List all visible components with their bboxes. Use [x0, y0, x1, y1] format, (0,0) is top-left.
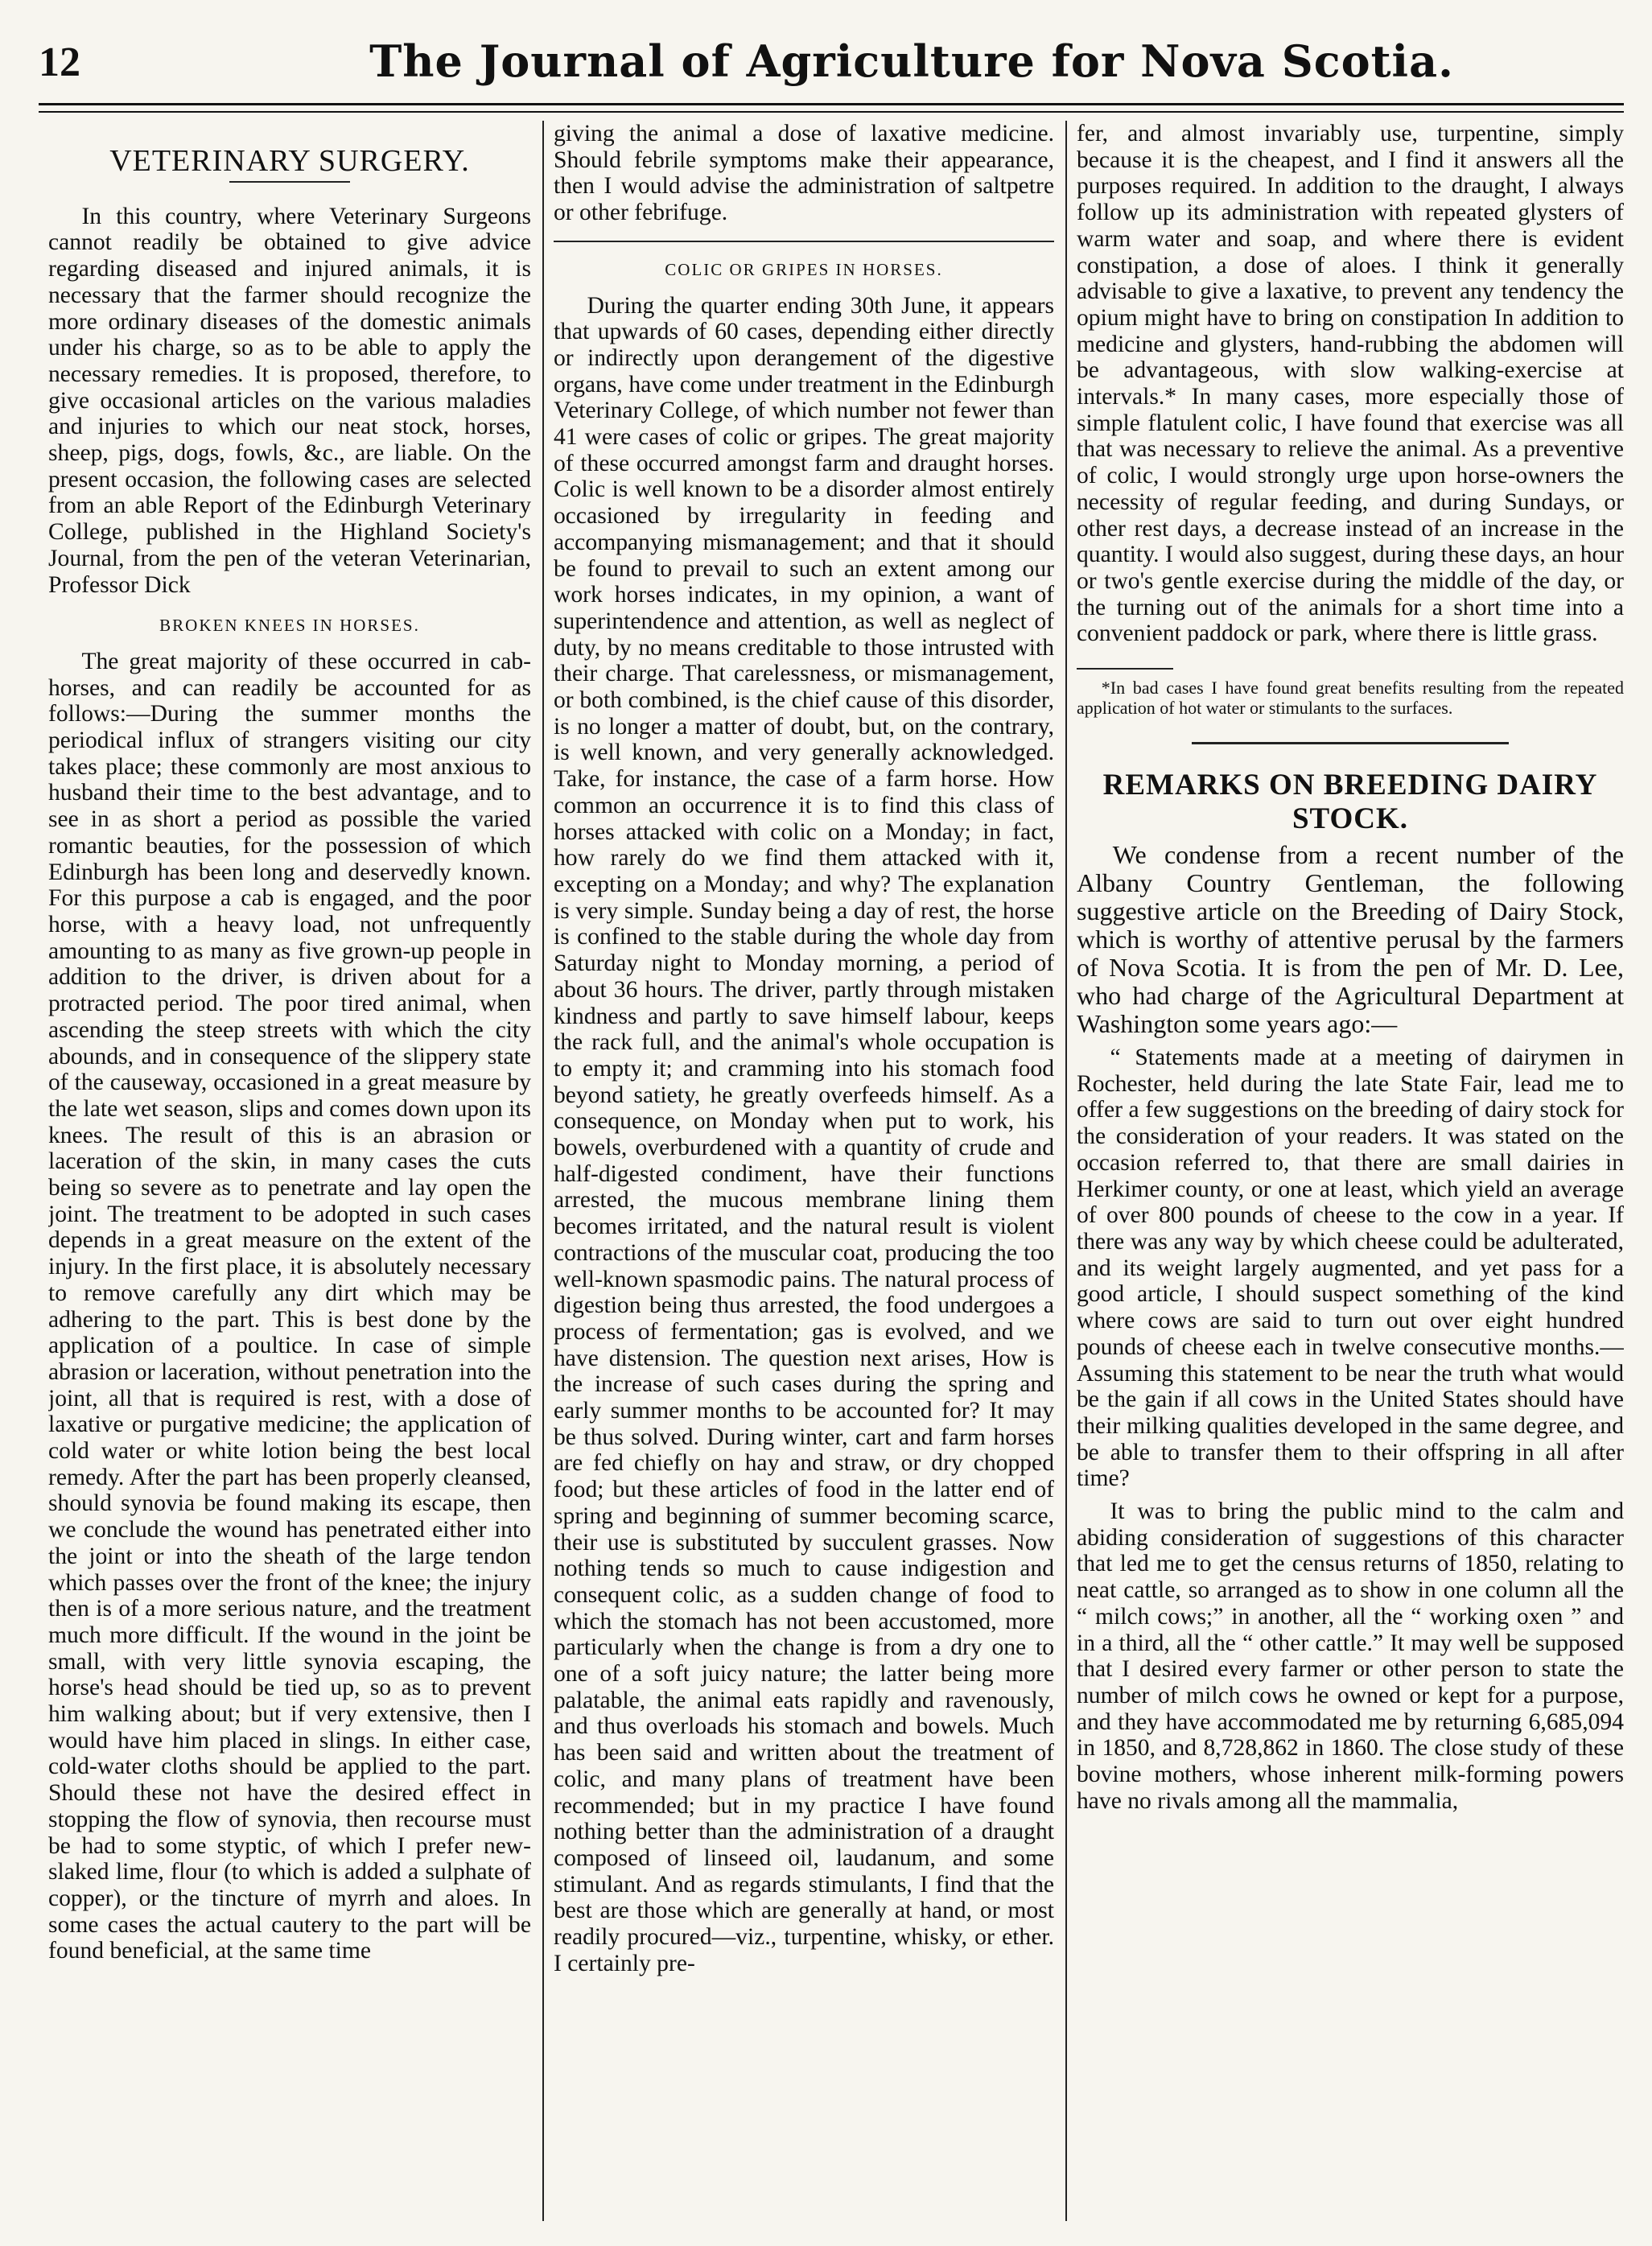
article-title-dairy: REMARKS ON BREEDING DAIRY STOCK. — [1102, 769, 1598, 836]
subheading-broken-knees: BROKEN KNEES IN HORSES. — [159, 616, 420, 636]
article-separator — [1192, 742, 1509, 744]
column-divider-1 — [542, 121, 544, 2221]
journal-title: The Journal of Agriculture for Nova Scotia. — [369, 35, 1454, 87]
column-2-continuation: giving the animal a dose of laxative medicine. Should febrile symptoms make their appearance, then I would advise the administration of saltpetre or other febrifuge. — [554, 121, 1054, 226]
title-rule — [229, 181, 350, 183]
veterinary-intro: In this country, where Veterinary Surgeons cannot readily be obtained to give advice regarding diseased and injured animals, it is necessary that the farmer should recognize the more ordinary diseases of the domestic animals under his charge, so as to be able to apply the necessary remedies. It is proposed, therefore, to give occasional articles on the various maladies and injuries to which our neat stock, horses, sheep, pigs, dogs, fowls, &c., are liable. On the present occasion, the following cases are selected from an able Report of the Edinburgh Veterinary College, published in the Highland Society's Journal, from the pen of the veteran Veterinarian, Professor Dick — [48, 203, 531, 598]
column-3-continuation: fer, and almost invariably use, turpentine, simply because it is the cheapest, and I find it answers all the purposes required. In addition to the draught, I always follow up its administration with repeated glysters of warm water and soap, and where there is evident constipation, a dose of aloes. I think it generally advisable to give a laxative, to prevent any tendency the opium might have to bring on constipation In addition to medicine and glysters, hand-rubbing the abdomen will be advantageous, with slow walking-exercise at intervals.* In many cases, more especially those of simple flatulent colic, I have found that exercise was all that was necessary to relieve the animal. As a preventive of colic, I would strongly urge upon horse-owners the necessity of regular feeding, and during Sundays, or other rest days, a decrease instead of an increase in the quantity. I would also suggest, during these days, an hour or two's gentle exercise during the middle of the day, or the turning out of the animals for a short time into a convenient paddock or park, where there is little grass. — [1077, 121, 1624, 647]
page-number: 12 — [39, 39, 80, 85]
column-1 — [48, 121, 531, 2221]
dairy-intro: We condense from a recent number of the Albany Country Gentleman, the following suggestive article on the Breeding of Dairy Stock, which is worthy of attentive perusal by the farmers of Nova Scotia. It is from the pen of Mr. D. Lee, who had charge of the Agricultural Department at Washington some years ago:— — [1077, 840, 1624, 1039]
subheading-colic: COLIC OR GRIPES IN HORSES. — [665, 259, 943, 279]
column-divider-2 — [1065, 121, 1067, 2221]
dairy-quote: “ Statements made at a meeting of dairymen in Rochester, held during the late State Fair, lead me to offer a few suggestions on the breeding of dairy stock for the consideration of your readers. It was stated on the occasion referred to, that there are small dairies in Herkimer county, or one at least, which yield an average of over 800 pounds of cheese to the cow in a year. If there was any way by which cheese could be adulterated, and its weight largely augmented, and yet pass for a good article, I should suspect something of the kind where cows are said to turn out over eight hundred pounds of cheese each in twelve consecutive months.—Assuming this statement to be near the truth what would be the gain if all cows in the United States should have their milking qualities developed in the same degree, and be able to transfer them to their offspring in all after time? — [1077, 1045, 1624, 1492]
footnote: *In bad cases I have found great benefits resulting from the repeated application of hot water or stimulants to the surfaces. — [1077, 678, 1624, 719]
column-3 — [1077, 121, 1624, 2221]
column-2 — [554, 121, 1054, 2221]
masthead — [39, 35, 1624, 100]
broken-knees-body: The great majority of these occurred in cab-horses, and can readily be accounted for as follows:—During the summer months the periodical influx of strangers visiting our city takes place; these commonly are most anxious to husband their time to the best advantage, and to see in as short a period as possible the varied romantic beauties, for the possession of which Edinburgh has been long and deservedly known. For this purpose a cab is engaged, and the poor horse, with a heavy load, not unfrequently amounting to as many as five grown-up people in addition to the driver, is driven about for a protracted period. The poor tired animal, when ascending the steep streets with which the city abounds, and in consequence of the slippery state of the causeway, occasioned in a great measure by the late wet season, slips and comes down upon its knees. The result of this is an abrasion or laceration of the skin, in many cases the cuts being so severe as to penetrate and lay open the joint. The treatment to be adopted in such cases depends in a great measure on the extent of the injury. In the first place, it is absolutely necessary to remove carefully any dirt which may be adhering to the part. This is best done by the application of a poultice. In case of simple abrasion or laceration, without penetration into the joint, all that is required is rest, with a dose of laxative or purgative medicine; the application of cold water or white lotion being the best local remedy. After the part has been properly cleansed, should synovia be found making its escape, then we conclude the wound has penetrated either into the joint or into the sheath of the large tendon which passes over the front of the knee; the injury then is of a more serious nature, and the treatment much more difficult. If the wound in the joint be small, with very little synovia escaping, the horse's head should be tied up, so as to prevent him walking about; but if very extensive, then I would have him placed in slings. In either case, cold-water cloths should be applied to the part. Should these not have the desired effect in stopping the flow of synovia, then recourse must be had to some styptic, of which I prefer new-slaked lime, flour (to which is added a sulphate of copper), or the tincture of myrrh and aloes. In some cases the actual cautery to the part will be found beneficial, at the same time — [48, 648, 531, 1964]
masthead-rule — [39, 103, 1624, 113]
article-title-veterinary: VETERINARY SURGERY. — [109, 144, 470, 178]
dairy-body: It was to bring the public mind to the calm and abiding consideration of suggestions of this character that led me to get the census returns of 1850, relating to neat cattle, so arranged as to show in one column all the “ milch cows;” in another, all the “ working oxen ” and in a third, all the “ other cattle.” It may well be supposed that I desired every farmer or other person to state the number of milch cows he owned or kept for a purpose, and they have accommodated me by returning 6,685,094 in 1850, and 8,728,862 in 1860. The close study of these bovine mothers, whose inherent milk-forming powers have no rivals among all the mammalia, — [1077, 1498, 1624, 1814]
section-rule — [554, 241, 1054, 242]
footnote-rule — [1077, 668, 1173, 670]
colic-body: During the quarter ending 30th June, it appears that upwards of 60 cases, depending either directly or indirectly upon derangement of the digestive organs, have come under treatment in the Edinburgh Veterinary College, of which number not fewer than 41 were cases of colic or gripes. The great majority of these occurred amongst farm and draught horses. Colic is well known to be a disorder almost entirely occasioned by irregularity in feeding and accompanying mismanagement; and that it should be found to prevail to such an extent among our work horses indicates, in my opinion, a want of superintendence and attention, as well as neglect of duty, by no means creditable to those intrusted with their charge. That carelessness, or mismanagement, or both combined, is the chief cause of this disorder, is no longer a matter of doubt, but, on the contrary, is well known, and very generally acknowledged. Take, for instance, the case of a farm horse. How common an occurrence it is to find this class of horses attacked with colic on a Monday; in fact, how rarely do we find them attacked with it, excepting on a Monday; and why? The explanation is very simple. Sunday being a day of rest, the horse is confined to the stable during the whole day from Saturday night to Monday morning, a period of about 36 hours. The driver, partly through mistaken kindness and partly to save himself labour, keeps the rack full, and the animal's whole occupation is to empty it; and cramming into his stomach food beyond satiety, he greatly overfeeds himself. As a consequence, on Monday when put to work, his bowels, overburdened with a quantity of crude and half-digested condiment, have their functions arrested, the mucous membrane lining them becomes irritated, and the natural result is violent contractions of the muscular coat, producing the too well-known spasmodic pains. The natural process of digestion being thus arrested, the food undergoes a process of fermentation; gas is evolved, and we have distension. The question next arises, How is the increase of such cases during the spring and early summer months to be accounted for? It may be thus solved. During winter, cart and farm horses are fed chiefly on hay and straw, or dry chopped food; but these articles of food in the latter end of spring and beginning of summer becoming scarce, their use is substituted by succulent grasses. Now nothing tends so much to cause indigestion and consequent colic, as a sudden change of food to which the stomach has not been accustomed, more particularly when the change is from a dry one to one of a soft juicy nature; the latter being more palatable, the animal eats rapidly and ravenously, and thus overloads his stomach and bowels. Much has been said and written about the treatment of colic, and many plans of treatment have been recommended; but in my practice I have found nothing better than the administration of a draught composed of linseed oil, laudanum, and some stimulant. And as regards stimulants, I find that the best are those which are generally at hand, or most readily procured—viz., turpentine, whisky, or ether. I certainly pre- — [554, 292, 1054, 1976]
